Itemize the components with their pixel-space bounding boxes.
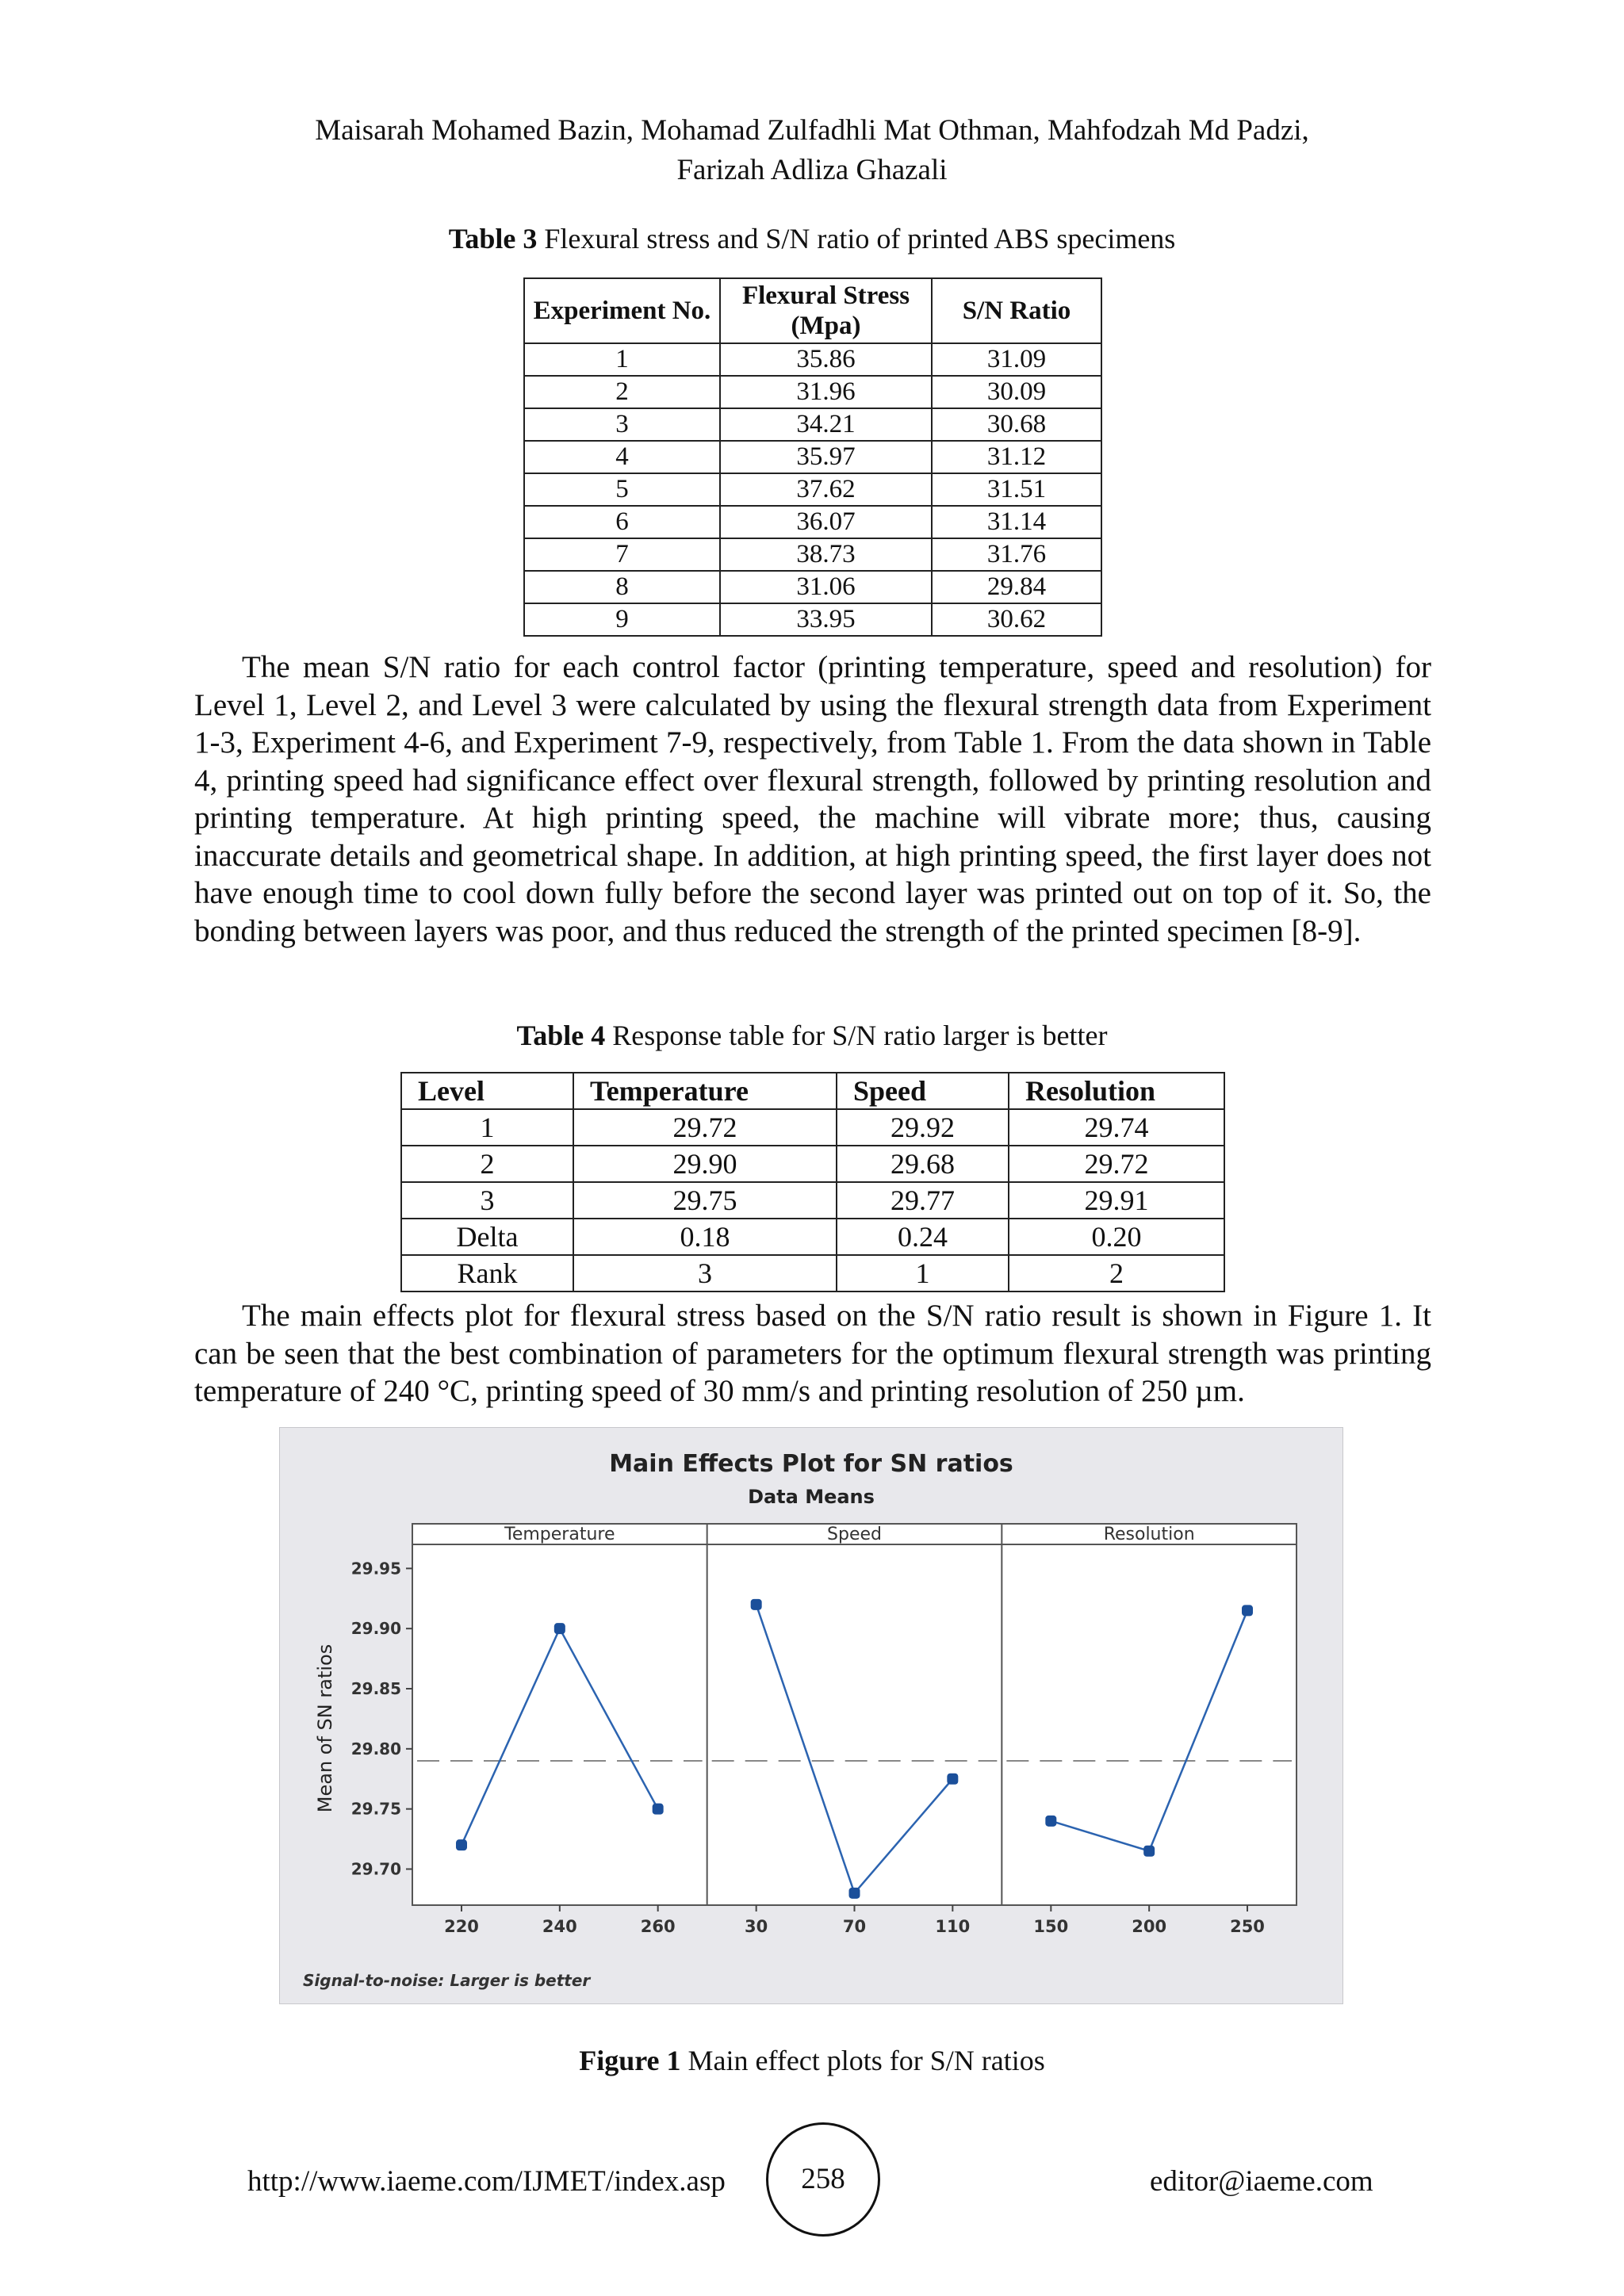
table4-row-cell: 0.24 [837,1219,1009,1255]
table4-row-cell: 29.68 [837,1146,1009,1182]
data-point [456,1839,467,1850]
chart-footnote: Signal-to-noise: Larger is better [303,1971,591,1990]
table3-row-cell: 33.95 [720,603,932,636]
table3-header-cell: S/N Ratio [932,278,1101,343]
x-tick-label: 250 [1230,1917,1265,1936]
x-tick-label: 30 [745,1917,768,1936]
table3-row [524,506,1101,538]
table3-row-cell: 31.76 [932,538,1101,571]
footer-url[interactable]: http://www.iaeme.com/IJMET/index.asp [247,2165,726,2198]
table3-row [524,376,1101,408]
paragraph-1: The mean S/N ratio for each control factor (printing temperature, speed and resolution) for Level 1, Level 2, and Level 3 were calculated by using the flexural strength data from Experiment 1-3, Experiment 4-6, and Experiment 7-9, respectively, from Table 1. From the data shown in Table 4, printing speed had significance effect over flexural strength, followed by printing resolution and printing temperature. At high printing speed, the machine will vibrate more; thus, causing inaccurate details and geometrical shape. In addition, at high printing speed, the first layer does not have enough time to cool down fully before the second layer was printed out on top of it. So, the bonding between layers was poor, and thus reduced the strength of the printed specimen [8-9]. [194,650,1431,948]
panel-title: Speed [827,1525,882,1544]
table3-row-cell: 31.51 [932,473,1101,506]
y-tick-label: 29.95 [350,1559,401,1578]
main-effects-chart [279,1427,1343,2004]
table3-caption-label: Table 3 [448,223,538,254]
table3-row-cell: 38.73 [720,538,932,571]
table3-row-cell: 30.09 [932,376,1101,408]
data-point [1242,1605,1253,1616]
table3-row-cell: 30.68 [932,408,1101,441]
figure-caption [0,2044,1624,2077]
x-tick-label: 70 [842,1917,867,1936]
table3-row-cell: 8 [524,571,720,603]
table3-row-cell: 7 [524,538,720,571]
x-tick-label: 220 [444,1917,479,1936]
table3-row-cell: 2 [524,376,720,408]
data-point [1143,1846,1155,1857]
x-tick-label: 200 [1132,1917,1167,1936]
table3-row-cell: 6 [524,506,720,538]
table3-row-cell: 4 [524,441,720,473]
table4-row [401,1255,1224,1292]
panel-title: Temperature [504,1525,615,1544]
table3-caption-text: Flexural stress and S/N ratio of printed ABS specimens [537,223,1176,254]
x-tick-label: 150 [1033,1917,1069,1936]
panel-title: Resolution [1103,1525,1195,1544]
table3-row [524,441,1101,473]
table3-header-cell: Experiment No. [524,278,720,343]
table3-row-cell: 3 [524,408,720,441]
table3-row-cell: 9 [524,603,720,636]
figure-caption-text: Main effect plots for S/N ratios [680,2045,1045,2076]
data-point [653,1804,664,1815]
page-number: 258 [766,2122,880,2237]
table3-row-cell: 31.09 [932,343,1101,376]
table4-row-cell: 1 [401,1109,573,1146]
table4-row [401,1146,1224,1182]
table3-row-cell: 34.21 [720,408,932,441]
figure-caption-label: Figure 1 [579,2045,681,2076]
table4-row-cell: 29.74 [1009,1109,1224,1146]
plot-area [412,1524,1297,1905]
chart-subtitle: Data Means [748,1486,875,1508]
table4-header-cell: Temperature [573,1073,837,1109]
table4-row [401,1109,1224,1146]
table4-row [401,1219,1224,1255]
authors-header [0,111,1624,190]
table3-row [524,603,1101,636]
x-tick-label: 110 [935,1917,971,1936]
table4-row-cell: 3 [573,1255,837,1292]
table4-row-cell: 29.91 [1009,1182,1224,1219]
table4-caption [0,1019,1624,1052]
table4-caption-text: Response table for S/N ratio larger is better [605,1020,1108,1051]
table4-header-cell: Resolution [1009,1073,1224,1109]
table3-caption [0,222,1624,255]
table3-row-cell: 31.06 [720,571,932,603]
table4 [400,1072,1225,1292]
table4-row-cell: 29.72 [573,1109,837,1146]
table3-row-cell: 31.96 [720,376,932,408]
table4-header-cell: Level [401,1073,573,1109]
table4-row [401,1182,1224,1219]
data-point [751,1599,762,1610]
table3-header-row [524,278,1101,343]
y-tick-label: 29.70 [350,1859,401,1879]
y-tick-label: 29.90 [350,1619,401,1639]
table4-row-cell: 3 [401,1182,573,1219]
chart-y-axis-label: Mean of SN ratios [314,1644,336,1813]
footer-email[interactable]: editor@iaeme.com [1150,2165,1373,2198]
data-point [554,1623,565,1634]
table4-row-cell: 0.18 [573,1219,837,1255]
table4-row-cell: 29.72 [1009,1146,1224,1182]
table3-row-cell: 30.62 [932,603,1101,636]
table3-row [524,343,1101,376]
table4-header-cell: Speed [837,1073,1009,1109]
paragraph-2: The main effects plot for flexural stress based on the S/N ratio result is shown in Figure 1. It can be seen that the best combination of parameters for the optimum flexural strength was printing temperature of 240 °C, printing speed of 30 mm/s and printing resolution of 250 µm. [194,1299,1431,1408]
table3-row-cell: 37.62 [720,473,932,506]
table3-row [524,538,1101,571]
table3-row [524,408,1101,441]
table4-row-cell: 2 [1009,1255,1224,1292]
x-tick-label: 260 [640,1917,676,1936]
y-tick-label: 29.80 [350,1739,401,1758]
table4-row-cell: Delta [401,1219,573,1255]
table3-row-cell: 31.12 [932,441,1101,473]
x-tick-label: 240 [542,1917,577,1936]
table4-row-cell: 0.20 [1009,1219,1224,1255]
table3-row-cell: 31.14 [932,506,1101,538]
data-point [849,1888,860,1899]
data-point [947,1774,958,1785]
table4-row-cell: 1 [837,1255,1009,1292]
table3-row [524,473,1101,506]
chart-title: Main Effects Plot for SN ratios [609,1450,1013,1478]
table4-row-cell: Rank [401,1255,573,1292]
table4-row-cell: 29.92 [837,1109,1009,1146]
table3-row-cell: 5 [524,473,720,506]
table4-row-cell: 29.90 [573,1146,837,1182]
authors-line-2: Farizah Adliza Ghazali [676,154,948,186]
table4-row-cell: 29.75 [573,1182,837,1219]
table4-row-cell: 29.77 [837,1182,1009,1219]
table4-row-cell: 2 [401,1146,573,1182]
table3-header-cell: Flexural Stress (Mpa) [720,278,932,343]
table4-header-row [401,1073,1224,1109]
table3-row [524,571,1101,603]
table4-caption-label: Table 4 [516,1020,606,1051]
table3-row-cell: 36.07 [720,506,932,538]
table3-row-cell: 1 [524,343,720,376]
table3-row-cell: 35.97 [720,441,932,473]
table3 [523,277,1102,637]
y-tick-label: 29.85 [350,1679,401,1698]
y-tick-label: 29.75 [350,1799,401,1819]
data-point [1045,1816,1056,1827]
authors-line-1: Maisarah Mohamed Bazin, Mohamad Zulfadhli Mat Othman, Mahfodzah Md Padzi, [315,114,1309,147]
table3-row-cell: 29.84 [932,571,1101,603]
table3-row-cell: 35.86 [720,343,932,376]
